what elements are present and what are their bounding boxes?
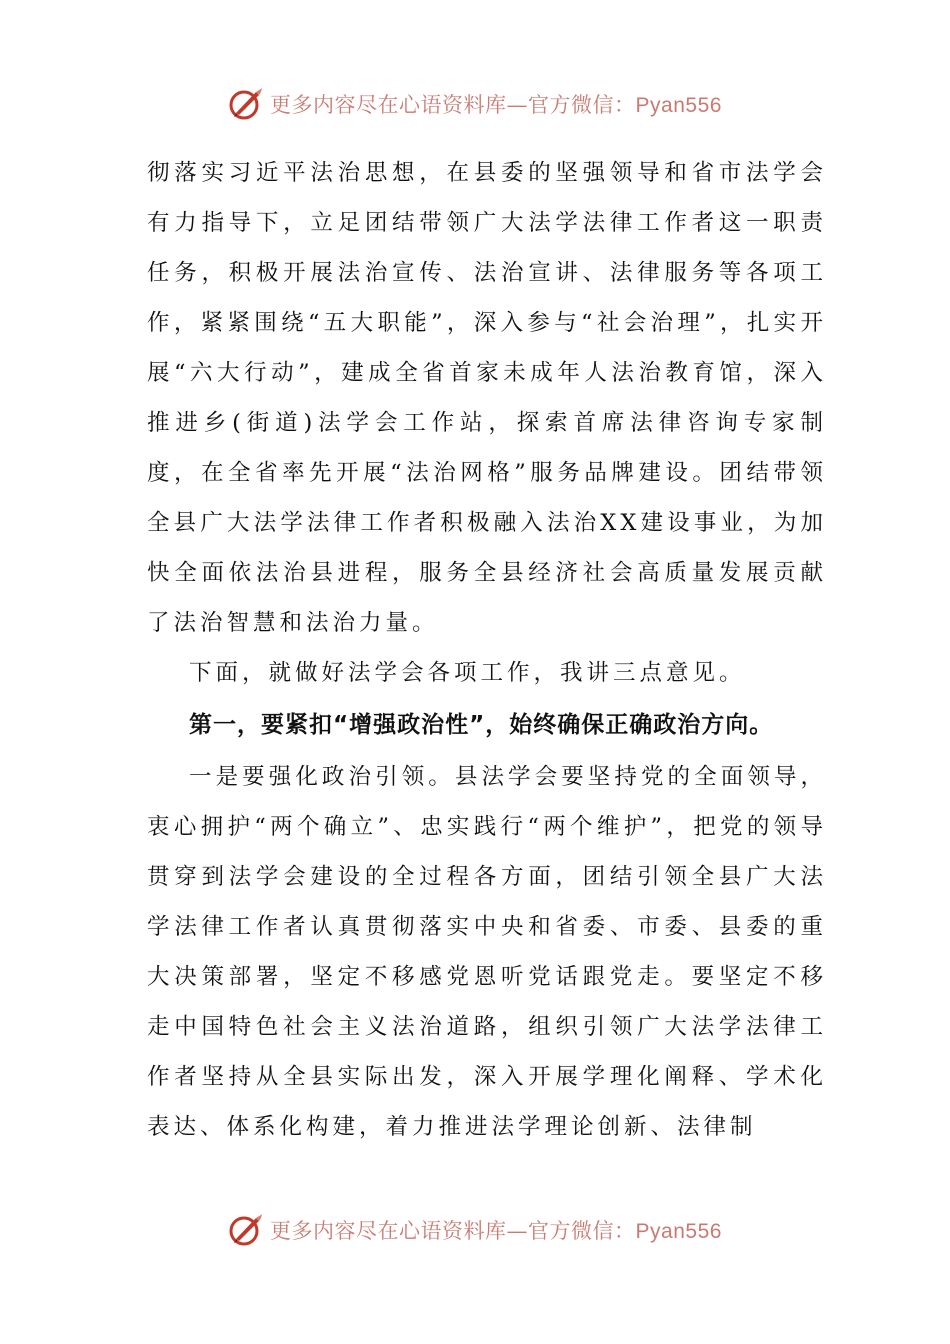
watermark-banner-bottom: [0, 1210, 950, 1250]
quill-logo-icon: [228, 1212, 264, 1248]
watermark-text: 更多内容尽在心语资料库—官方微信：Pyan556: [270, 93, 722, 117]
paragraph: 彻落实习近平法治思想，在县委的坚强领导和省市法学会有力指导下，立足团结带领广大法学法律工作者这一职责任务，积极开展法治宣传、法治宣讲、法律服务等各项工作，紧紧围绕“五大职能”，深入参与“社会治理”，扎实开展“六大行动”，建成全省首家未成年人法治教育馆，深入推进乡(街道)法学会工作站，探索首席法律咨询专家制度，在全省率先开展“法治网格”服务品牌建设。团结带领全县广大法学法律工作者积极融入法治XX建设事业，为加快全面依法治县进程，服务全县经济社会高质量发展贡献了法治智慧和法治力量。: [147, 160, 827, 636]
paragraph: 下面，就做好法学会各项工作，我讲三点意见。: [189, 660, 746, 686]
paragraph: 一是要强化政治引领。县法学会要坚持党的全面领导，衷心拥护“两个确立”、忠实践行“两个维护”，把党的领导贯穿到法学会建设的全过程各方面，团结引领全县广大法学法律工作者认真贯彻落实中央和省委、市委、县委的重大决策部署，坚定不移感党恩听党话跟党走。要坚定不移走中国特色社会主义法治道路，组织引领广大法学法律工作者坚持从全县实际出发，深入开展学理化阐释、学术化表达、体系化构建，着力推进法学理论创新、法律制: [147, 764, 827, 1140]
quill-logo-icon: [228, 86, 264, 122]
document-body: [147, 148, 827, 1152]
watermark-text: 更多内容尽在心语资料库—官方微信：Pyan556: [270, 1219, 722, 1243]
section-heading: 第一，要紧扣“增强政治性”，始终确保正确政治方向。: [189, 712, 774, 738]
watermark-banner-top: [0, 84, 950, 124]
